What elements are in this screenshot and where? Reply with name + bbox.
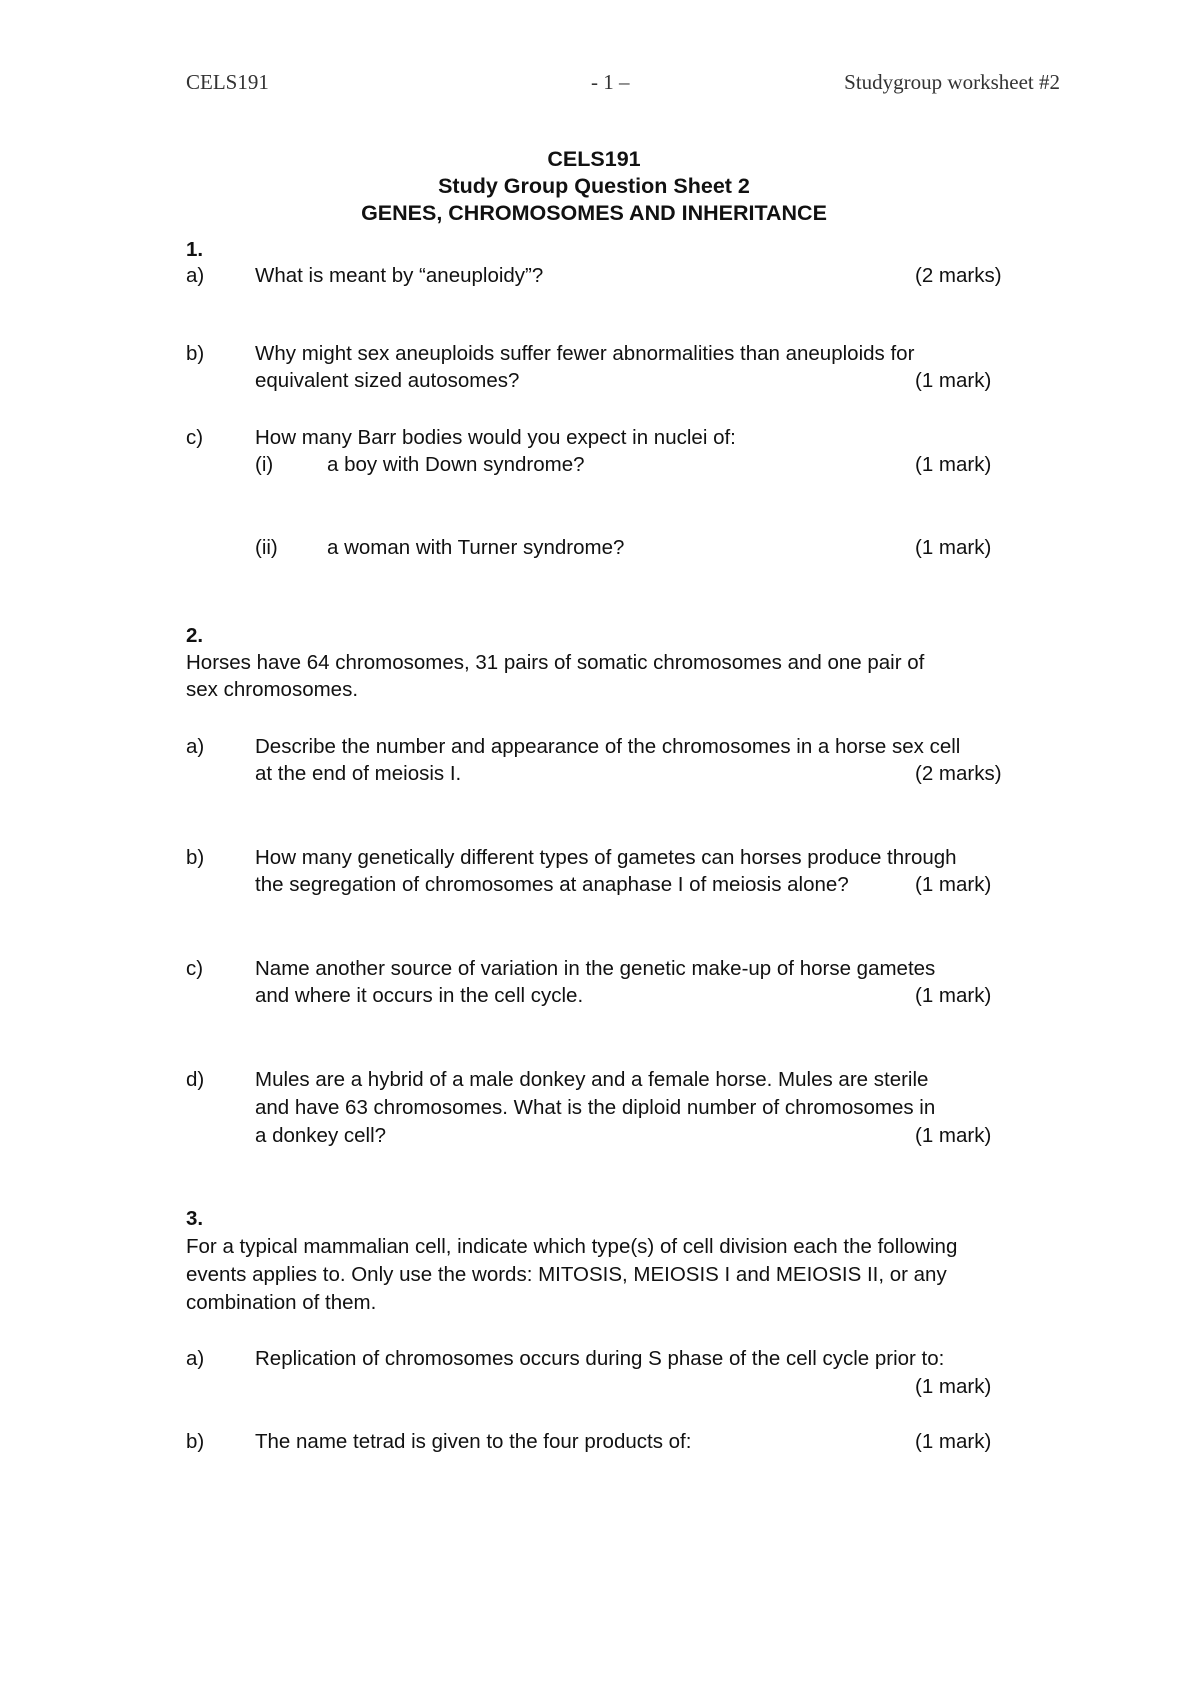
question-3-number: 3. bbox=[186, 1207, 204, 1230]
question-2a-marks: (2 marks) bbox=[915, 762, 1002, 785]
question-1b-text-line2: equivalent sized autosomes? bbox=[255, 369, 520, 392]
question-2-number: 2. bbox=[186, 624, 204, 647]
question-3a-text: Replication of chromosomes occurs during S phase of the cell cycle prior to: bbox=[255, 1347, 945, 1370]
question-2a-label: a) bbox=[186, 735, 205, 758]
question-1c-i-label: (i) bbox=[255, 453, 274, 476]
header-worksheet-name: Studygroup worksheet #2 bbox=[844, 70, 1060, 94]
question-1c-ii-label: (ii) bbox=[255, 536, 278, 559]
question-2a-text-line2: at the end of meiosis I. bbox=[255, 762, 462, 785]
question-2b-marks: (1 mark) bbox=[915, 873, 992, 896]
header-course-code: CELS191 bbox=[186, 70, 269, 94]
question-1a-marks: (2 marks) bbox=[915, 264, 1002, 287]
question-3b-marks: (1 mark) bbox=[915, 1430, 992, 1453]
question-1c-i-text: a boy with Down syndrome? bbox=[327, 453, 585, 476]
question-3a-label: a) bbox=[186, 1347, 205, 1370]
question-2c-text-line1: Name another source of variation in the genetic make-up of horse gametes bbox=[255, 957, 936, 980]
question-2d-text-line1: Mules are a hybrid of a male donkey and a female horse. Mules are sterile bbox=[255, 1068, 929, 1091]
question-1c-ii-text: a woman with Turner syndrome? bbox=[327, 536, 625, 559]
question-2d-label: d) bbox=[186, 1068, 205, 1091]
question-3-intro-line2: events applies to. Only use the words: MITOSIS, MEIOSIS I and MEIOSIS II, or any bbox=[186, 1263, 947, 1286]
question-1b-label: b) bbox=[186, 342, 205, 365]
question-3-intro-line3: combination of them. bbox=[186, 1291, 377, 1314]
question-2c-label: c) bbox=[186, 957, 204, 980]
question-2c-marks: (1 mark) bbox=[915, 984, 992, 1007]
question-2d-text-line3: a donkey cell? bbox=[255, 1124, 387, 1147]
question-1c-label: c) bbox=[186, 426, 204, 449]
question-2-intro-line2: sex chromosomes. bbox=[186, 678, 359, 701]
question-1b-marks: (1 mark) bbox=[915, 369, 992, 392]
header-page-number: - 1 – bbox=[591, 70, 630, 94]
question-3b-label: b) bbox=[186, 1430, 205, 1453]
document-title bbox=[186, 146, 1002, 227]
title-sheet: Study Group Question Sheet 2 bbox=[438, 174, 750, 198]
question-2a-text-line1: Describe the number and appearance of the chromosomes in a horse sex cell bbox=[255, 735, 961, 758]
question-2b-text-line1: How many genetically different types of gametes can horses produce through bbox=[255, 846, 957, 869]
page-header bbox=[186, 70, 1060, 100]
question-1b-text-line1: Why might sex aneuploids suffer fewer abnormalities than aneuploids for bbox=[255, 342, 915, 365]
question-2d-marks: (1 mark) bbox=[915, 1124, 992, 1147]
question-1-number: 1. bbox=[186, 238, 204, 261]
question-1c-i-marks: (1 mark) bbox=[915, 453, 992, 476]
question-1a-text: What is meant by “aneuploidy”? bbox=[255, 264, 544, 287]
question-2-intro-line1: Horses have 64 chromosomes, 31 pairs of somatic chromosomes and one pair of bbox=[186, 651, 925, 674]
question-3a-marks: (1 mark) bbox=[915, 1375, 992, 1398]
title-topic: GENES, CHROMOSOMES AND INHERITANCE bbox=[361, 201, 827, 225]
question-1c-text: How many Barr bodies would you expect in nuclei of: bbox=[255, 426, 736, 449]
title-course: CELS191 bbox=[547, 147, 641, 171]
question-2c-text-line2: and where it occurs in the cell cycle. bbox=[255, 984, 584, 1007]
question-1a-label: a) bbox=[186, 264, 205, 287]
question-3-intro-line1: For a typical mammalian cell, indicate which type(s) of cell division each the following bbox=[186, 1235, 958, 1258]
question-2d-text-line2: and have 63 chromosomes. What is the diploid number of chromosomes in bbox=[255, 1096, 936, 1119]
question-3b-text: The name tetrad is given to the four products of: bbox=[255, 1430, 692, 1453]
question-2b-text-line2: the segregation of chromosomes at anaphase I of meiosis alone? bbox=[255, 873, 849, 896]
question-1c-ii-marks: (1 mark) bbox=[915, 536, 992, 559]
question-2b-label: b) bbox=[186, 846, 205, 869]
